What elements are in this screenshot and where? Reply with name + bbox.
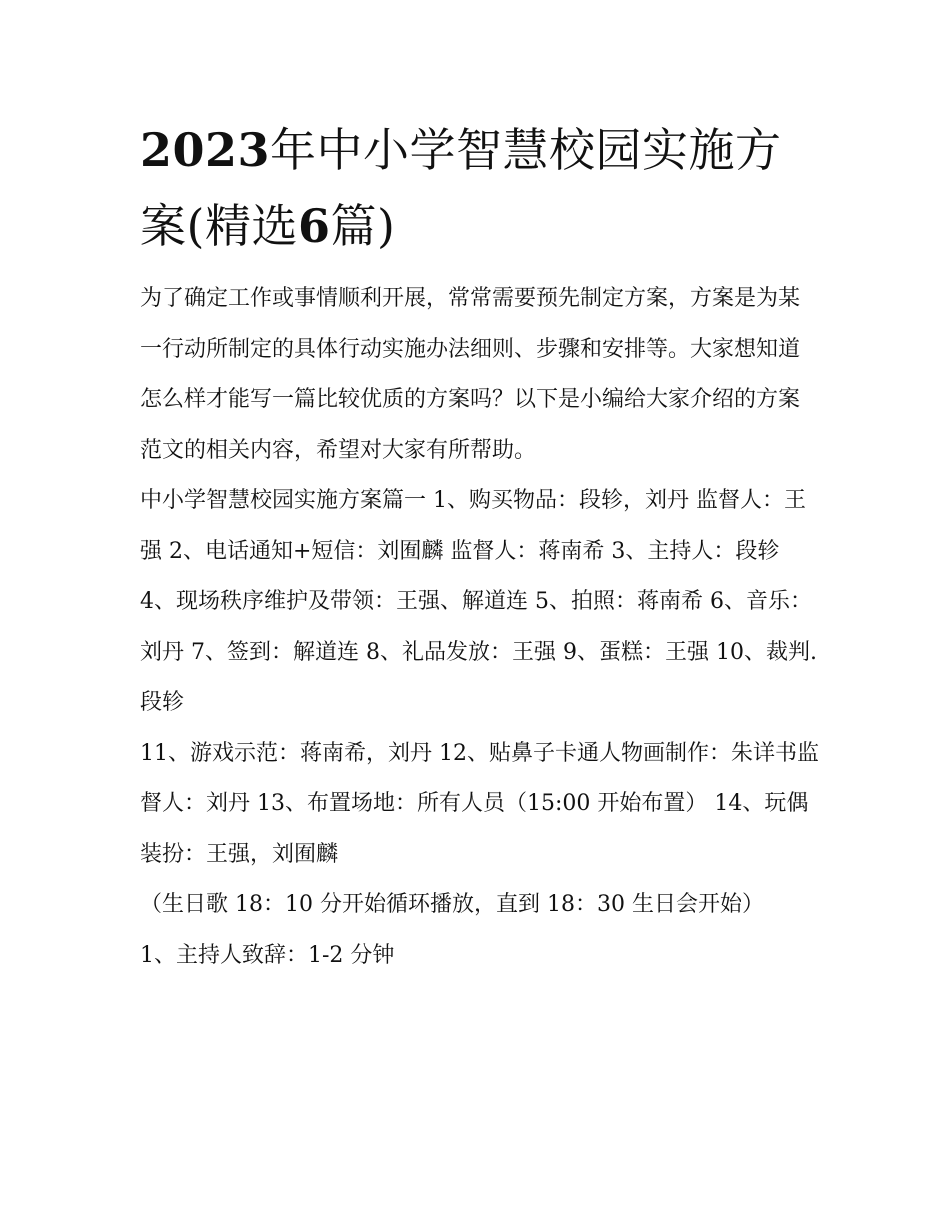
- body-paragraph: 4、现场秩序维护及带领：王强、解道连 5、拍照：蒋南希 6、音乐：刘丹 7、签到：解道连 8、礼品发放：王强 9、蛋糕：王强 10、裁判.段轸: [140, 589, 817, 715]
- document-title: [140, 112, 820, 264]
- title-year: 2023: [140, 123, 271, 177]
- title-suffix: 篇): [330, 199, 396, 253]
- body-paragraph: （生日歌 18：10 分开始循环播放，直到 18：30 生日会开始）: [140, 892, 764, 917]
- document-page: [140, 112, 820, 981]
- title-count: 6: [297, 199, 331, 253]
- body-paragraph: 1、主持人致辞：1-2 分钟: [140, 942, 395, 968]
- title-text: 年中小学智慧校园实施方案(精选: [140, 123, 782, 253]
- body-paragraph: 11、游戏示范：蒋南希，刘丹 12、贴鼻子卡通人物画制作：朱详书监督人：刘丹 13、布置场地：所有人员（15:00 开始布置） 14、玩偶装扮：王强，刘囿麟: [140, 740, 819, 867]
- body-paragraph: 中小学智慧校园实施方案篇一 1、购买物品：段轸，刘丹 监督人：王强 2、电话通知+短信：刘囿麟 监督人：蒋南希 3、主持人：段轸: [140, 488, 806, 564]
- intro-paragraph: 为了确定工作或事情顺利开展，常常需要预先制定方案，方案是为某一行动所制定的具体行动实施办法细则、步骤和安排等。大家想知道怎么样才能写一篇比较优质的方案吗？以下是小编给大家介绍的方案范文的相关内容，希望对大家有所帮助。: [140, 286, 801, 463]
